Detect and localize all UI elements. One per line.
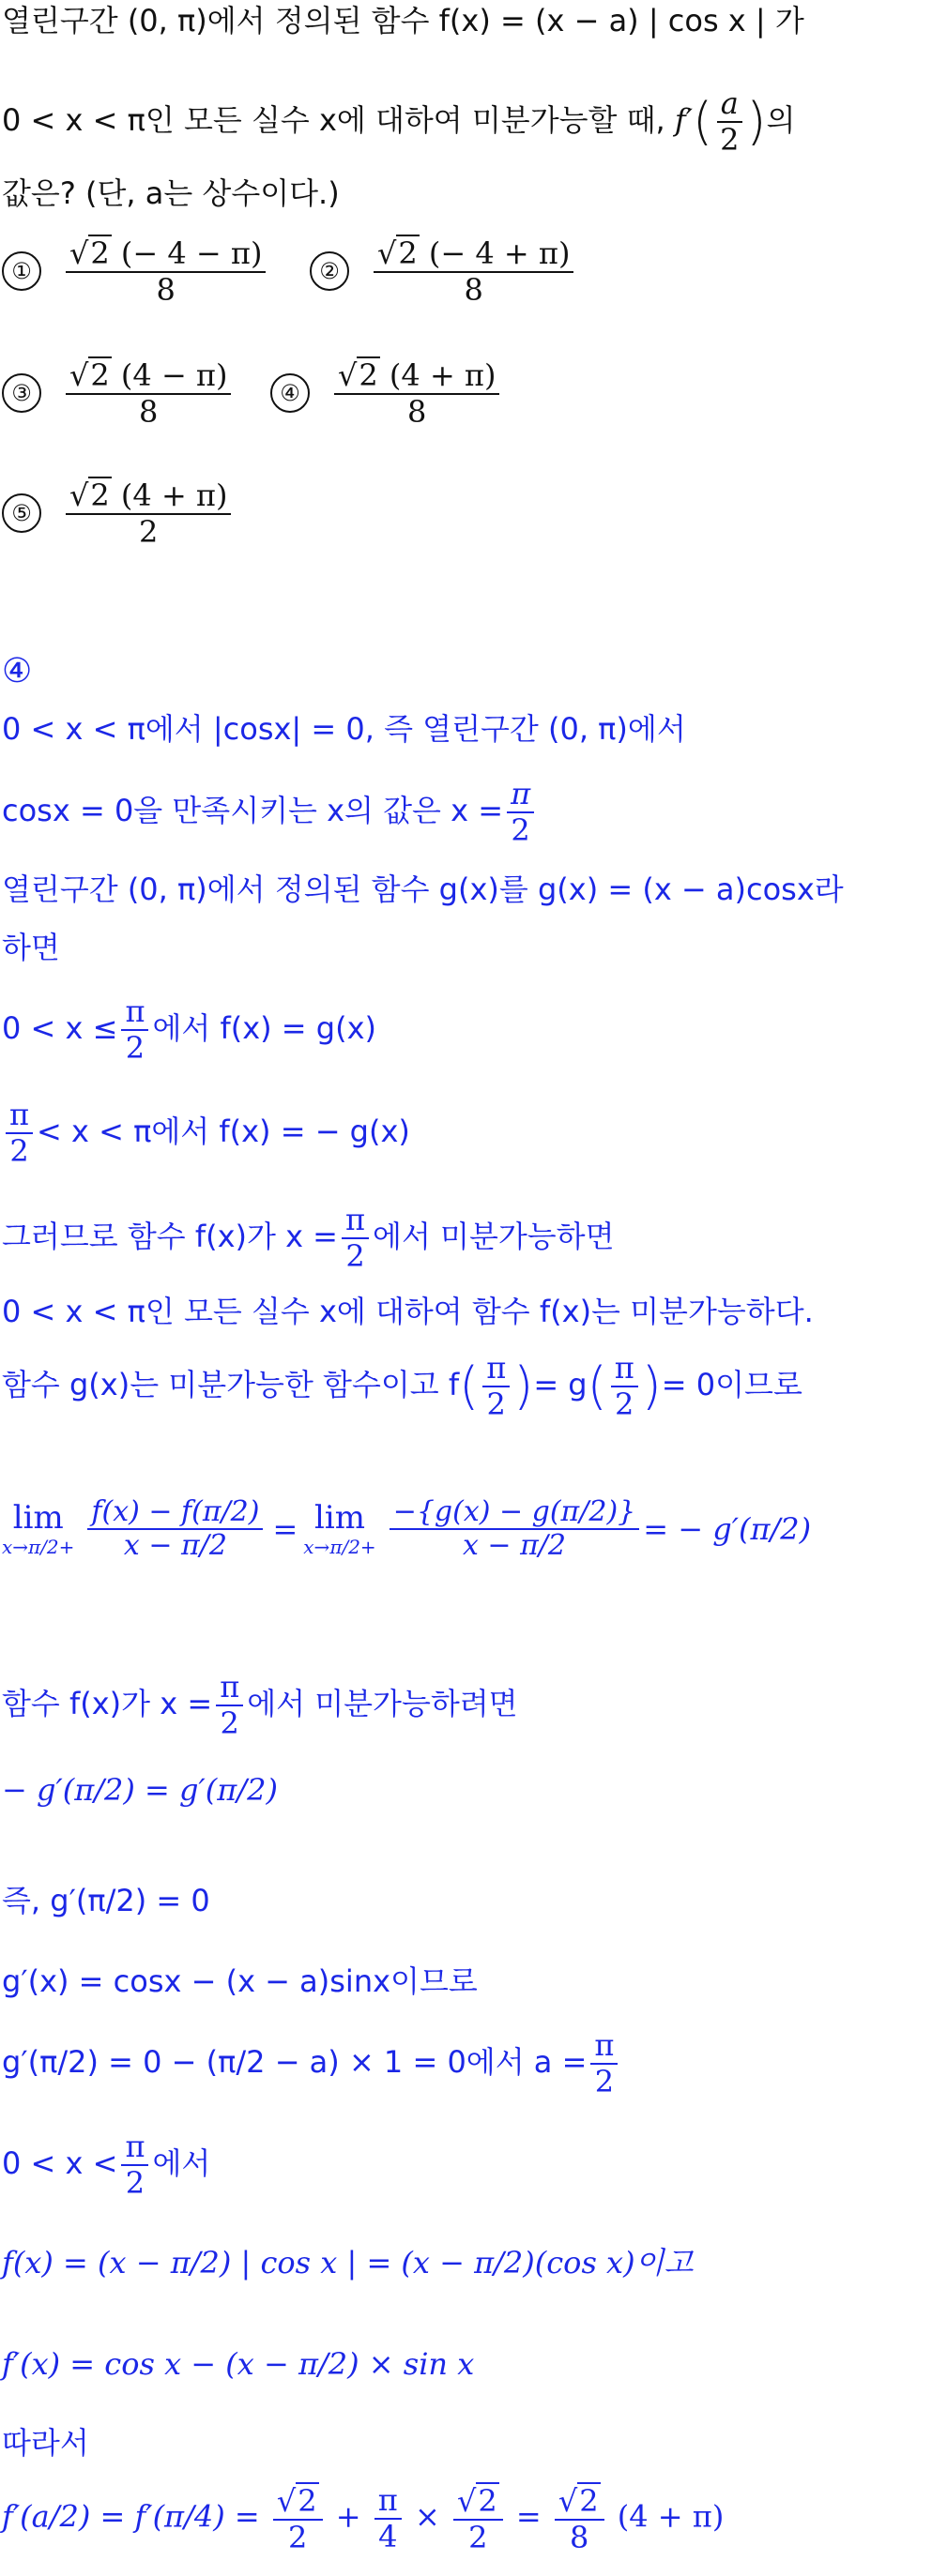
choice-2[interactable]: ② $\frac{√2 (- 4 + \pi)}{8}$: [310, 235, 577, 308]
solution-line-4: 하면: [2, 930, 60, 965]
solution-line-7: 그러므로 함수 f(x)가 x = $\frac{\pi}{2}$ 에서 미분가능하면: [2, 1202, 615, 1274]
solution-line-18: f′(x) = cos x − (x − π/2) × sin x: [2, 2346, 475, 2382]
solution-line-15: g′(π/2) = 0 − (π/2 − a) × 1 = 0에서 a = $\frac{\pi}{2}$: [2, 2028, 621, 2099]
solution-line-2: cosx = 0을 만족시키는 x의 값은 x = $\frac{\pi}{2}$: [2, 777, 538, 848]
choice-3[interactable]: ③ $\frac{√2 (4 - \pi)}{8}$: [2, 356, 235, 430]
solution-line-13: 즉, g′(π/2) = 0: [2, 1883, 210, 1918]
solution-line-8: 0 < x < π인 모든 실수 x에 대하여 함수 f(x)는 미분가능하다.: [2, 1294, 814, 1329]
solution-line-3: 열린구간 (0, π)에서 정의된 함수 g(x)를 g(x) = (x − a)cosx라: [2, 871, 844, 907]
question-line-2-text: 0 < x < π인 모든 실수 x에 대하여 미분가능할 때,: [2, 101, 665, 138]
solution-line-6: $\frac{\pi}{2}$ < x < π에서 f(x) = − g(x): [2, 1098, 410, 1169]
solution-line-12: − g′(π/2) = g′(π/2): [2, 1772, 278, 1808]
solution-line-14: g′(x) = cosx − (x − a)sinx이므로: [2, 1963, 478, 1999]
question-line-3: 값은? (단, a는 상수이다.): [2, 175, 340, 211]
fraction-a-over-2: $\frac{a}{2}$: [716, 86, 742, 158]
question-line-2: 0 < x < π인 모든 실수 x에 대하여 미분가능할 때, f′( $\frac{a}{2}$ )의: [2, 85, 796, 158]
question-line-1: 열린구간 (0, π)에서 정의된 함수 f(x) = (x − a) | cos x | 가: [2, 3, 804, 38]
solution-line-16: 0 < x < $\frac{\pi}{2}$ 에서: [2, 2129, 211, 2201]
limit-equation: lim x→π/2+ $\frac{f(x) - f(\pi/2)}{x - \pi/2}$ = lim x→π/2+ $\frac{-\{g(x) - g(\pi/2)\}}{x - \pi/2}$ = − g′(π/2): [2, 1494, 812, 1562]
solution-line-11: 함수 f(x)가 x = $\frac{\pi}{2}$ 에서 미분가능하려면: [2, 1669, 518, 1741]
choice-1[interactable]: ① $\frac{√2 (- 4 - \pi)}{8}$: [2, 235, 269, 308]
solution-line-5: 0 < x ≤ $\frac{\pi}{2}$ 에서 f(x) = g(x): [2, 993, 377, 1066]
choice-5[interactable]: ⑤ $\frac{√2 (4 + \pi)}{2}$: [2, 477, 235, 550]
solution-line-17: f(x) = (x − π/2) | cos x | = (x − π/2)(cos x)이고: [2, 2245, 694, 2281]
choice-4[interactable]: ④ $\frac{√2 (4 + \pi)}{8}$: [270, 356, 503, 430]
solution-line-9: 함수 g(x)는 미분가능한 함수이고 f( $\frac{\pi}{2}$ )= g( $\frac{\pi}{2}$ )= 0이므로: [2, 1350, 802, 1422]
solution-line-19: 따라서: [2, 2425, 89, 2461]
question-line-2-end: 의: [766, 101, 796, 138]
solution-line-20: f′(a/2) = f′(π/4) = $\frac{√2}{2}$ + $\frac{\pi}{4}$ × $\frac{√2}{2}$ = $\frac{√2}{8}$ (4 + π): [2, 2482, 725, 2555]
answer-choice: ④: [2, 652, 33, 690]
solution-line-1: 0 < x < π에서 |cosx| = 0, 즉 열린구간 (0, π)에서: [2, 711, 686, 747]
fprime-symbol: f′: [674, 101, 693, 138]
